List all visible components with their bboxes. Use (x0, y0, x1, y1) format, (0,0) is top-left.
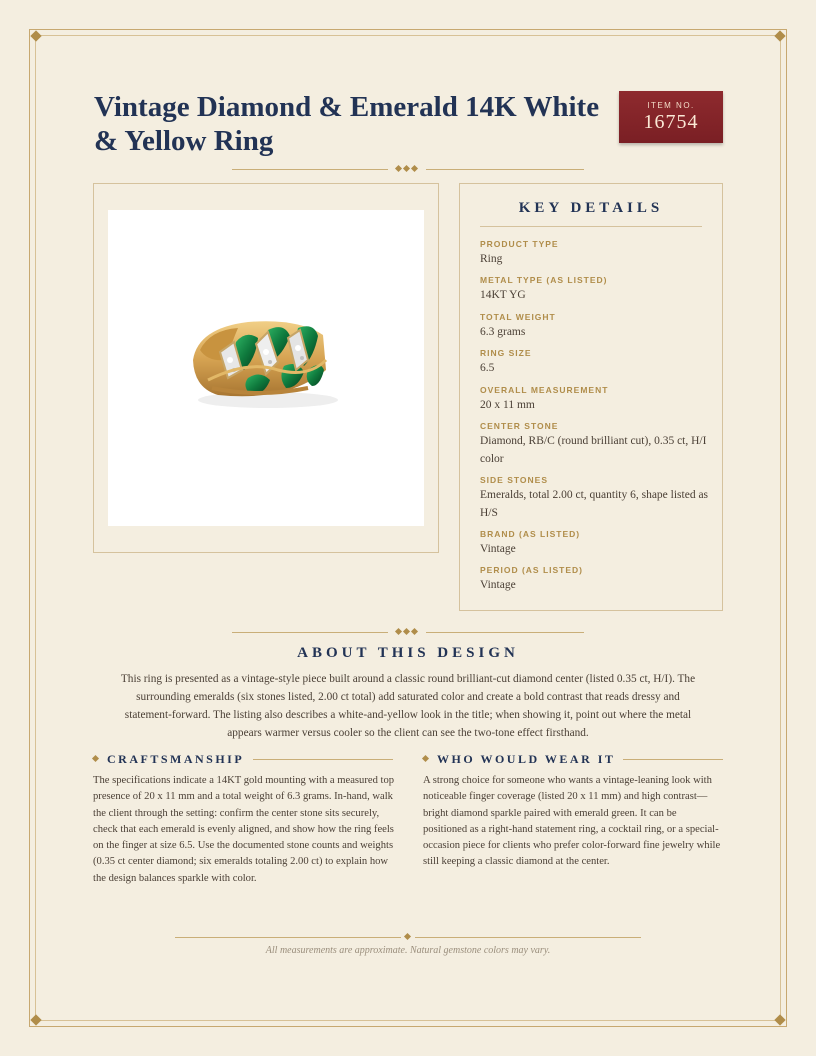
detail-value: 6.5 (480, 362, 495, 374)
detail-value: Emeralds, total 2.00 ct, quantity 6, shape listed as H/S (480, 489, 709, 519)
detail-label: METAL TYPE (AS LISTED) (480, 275, 608, 285)
detail-label: PRODUCT TYPE (480, 239, 559, 249)
detail-overall-measurement (480, 384, 710, 414)
detail-metal-type (480, 274, 710, 304)
title-divider (232, 164, 584, 174)
about-divider (232, 627, 584, 637)
item-number-badge (619, 91, 723, 143)
item-number-value: 16754 (643, 111, 699, 133)
detail-ring-size (480, 347, 710, 377)
detail-side-stones (480, 474, 710, 522)
detail-value: 20 x 11 mm (480, 399, 535, 411)
item-number-label: ITEM NO. (647, 101, 695, 110)
diamond-bullet-icon (92, 755, 99, 762)
detail-total-weight (480, 311, 710, 341)
footer-divider (175, 932, 641, 942)
detail-value: Diamond, RB/C (round brilliant cut), 0.35 ct, H/I color (480, 435, 707, 465)
detail-label: PERIOD (AS LISTED) (480, 565, 584, 575)
detail-value: Vintage (480, 579, 516, 591)
detail-label: BRAND (AS LISTED) (480, 529, 581, 539)
who-would-wear-heading (423, 752, 723, 766)
about-title: ABOUT THIS DESIGN (297, 645, 519, 661)
detail-label: CENTER STONE (480, 421, 559, 431)
product-image (108, 210, 424, 526)
detail-value: Ring (480, 253, 503, 265)
key-details-rule (480, 226, 702, 227)
about-body: This ring is presented as a vintage-style piece built around a classic round brilliant-cut diamond center (listed 0.35 ct, H/I). The surrounding emeralds (six stones listed, 2.00 ct total) add saturated color and create a bold contrast that reads dressy and statement-forward. The listing also describes a white-and-yellow look in the title; when showing it, point out where the metal appears warmer versus cooler so the client can see the two-tone effect firsthand. (120, 673, 696, 739)
detail-value: 14KT YG (480, 289, 526, 301)
product-image-frame (93, 183, 439, 553)
ring-illustration (108, 210, 424, 526)
diamond-bullet-icon (422, 755, 429, 762)
page-title: Vintage Diamond & Emerald 14K White & Yellow Ring (94, 91, 600, 157)
craftsmanship-title: CRAFTSMANSHIP (107, 752, 245, 766)
detail-label: RING SIZE (480, 348, 532, 358)
detail-value: Vintage (480, 543, 516, 555)
detail-period (480, 564, 710, 594)
detail-label: OVERALL MEASUREMENT (480, 385, 609, 395)
detail-label: SIDE STONES (480, 475, 548, 485)
key-details-title: KEY DETAILS (518, 200, 664, 216)
who-would-wear-title: WHO WOULD WEAR IT (437, 752, 616, 766)
craftsmanship-heading (93, 752, 393, 766)
who-would-wear-body: A strong choice for someone who wants a vintage-leaning look with noticeable finger coverage (listed 20 x 11 mm) and high contrast—bright diamond sparkle paired with emerald green. It can be positioned as a right-hand statement ring, a cocktail ring, or a special-occasion piece for clients who prefer color-forward fine jewelry while still keeping a classic diamond at the center. (423, 775, 721, 868)
detail-label: TOTAL WEIGHT (480, 312, 556, 322)
detail-center-stone (480, 420, 710, 468)
detail-value: 6.3 grams (480, 326, 526, 338)
key-details-panel (459, 183, 723, 611)
footer-note: All measurements are approximate. Natural gemstone colors may vary. (265, 945, 551, 956)
detail-product-type (480, 238, 710, 268)
detail-brand (480, 528, 710, 558)
craftsmanship-body: The specifications indicate a 14KT gold mounting with a measured top presence of 20 x 11 mm and a total weight of 6.3 grams. In-hand, walk the client through the setting: confirm the center stone sits securely, check that each emerald is evenly aligned, and show how the ring feels on the finger at size 6.5. Use the documented stone counts and weights (0.35 ct center diamond; six emeralds totaling 2.00 ct) to explain how the design balances sparkle with color. (93, 775, 395, 884)
